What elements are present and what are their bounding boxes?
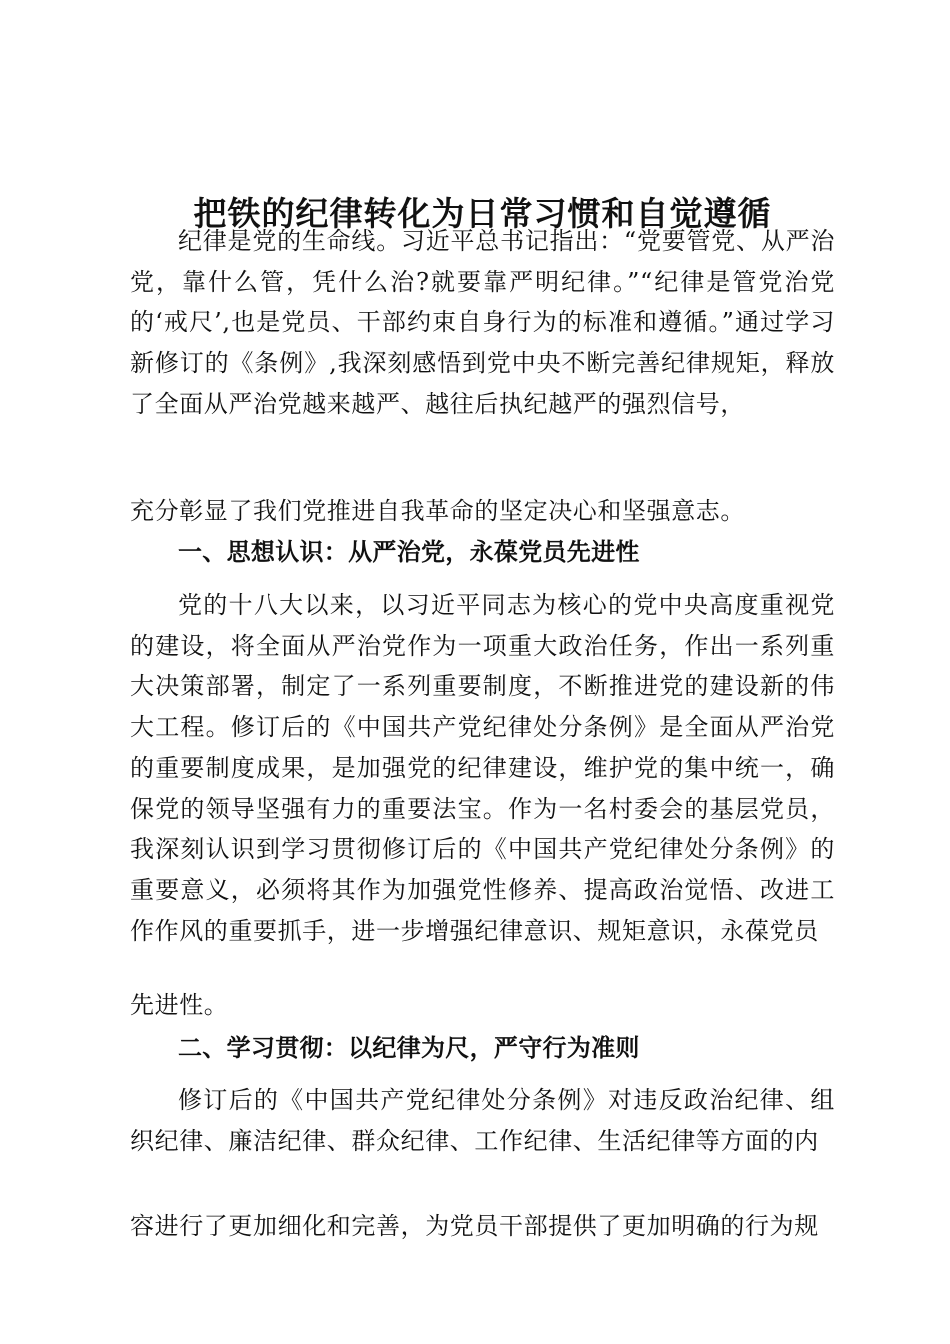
section-2-paragraph: 修订后的《中国共产党纪律处分条例》对违反政治纪律、组 织纪律、廉洁纪律、群众纪律、工作纪律、生活纪律等方面的内 xyxy=(130,1086,835,1155)
intro-paragraph: 纪律是党的生命线。习近平总书记指出：“党要管党、从严治党，靠什么管，凭什么治?就要靠严明纪律。”“纪律是管党治党的‘戒尺’,也是党员、干部约束自身行为的标准和遵循。”通过学习新修订的《条例》,我深刻感悟到党中央不断完善纪律规矩，释放了全面从严治党越来越严、越往后执纪越严的强烈信号， xyxy=(130,227,835,418)
section-1-paragraph-continued: 先进性。 xyxy=(130,991,229,1019)
section-2-heading: 二、学习贯彻：以纪律为尺，严守行为准则 xyxy=(178,1034,640,1062)
intro-paragraph-continued: 充分彰显了我们党推进自我革命的坚定决心和坚强意志。 xyxy=(130,497,745,525)
section-1-paragraph: 党的十八大以来，以习近平同志为核心的党中央高度重视党的建设，将全面从严治党作为一项重大政治任务，作出一系列重大决策部署，制定了一系列重要制度，不断推进党的建设新的伟大工程。修订后的《中国共产党纪律处分条例》是全面从严治党的重要制度成果，是加强党的纪律建设，维护党的集中统一，确保党的领导坚强有力的重要法宝。作为一名村委会的基层党员， 我深刻认识到学习贯彻修订后的《中国共产党纪律处分条例》的 重要意义，必须将其作为加强党性修养、提高政治觉悟、改进工 作作风的重要抓手，进一步增强纪律意识、规矩意识，永葆党员 xyxy=(130,591,835,945)
section-2-paragraph-continued: 容进行了更加细化和完善，为党员干部提供了更加明确的行为规 xyxy=(130,1212,819,1240)
document-title: 把铁的纪律转化为日常习惯和自觉遵循 xyxy=(193,194,772,233)
section-1-heading: 一、思想认识：从严治党，永葆党员先进性 xyxy=(178,538,640,566)
